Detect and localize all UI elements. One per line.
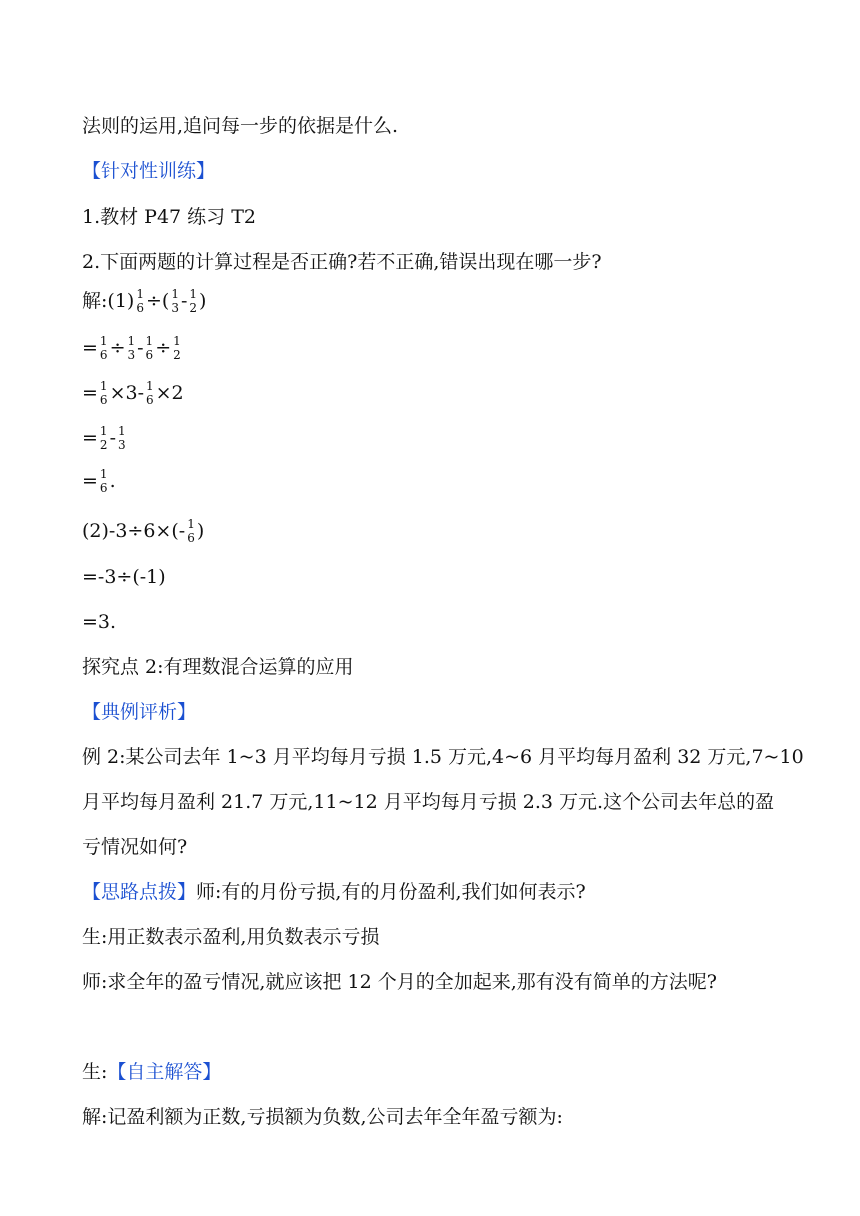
teacher-question-1: 师:有的月份亏损,有的月份盈利,我们如何表示?	[196, 881, 586, 903]
fraction-one-sixth: 1 6	[136, 287, 144, 315]
student-self-answer	[82, 1063, 221, 1082]
fraction-one-sixth: 1 6	[146, 379, 154, 407]
equals-sign: =	[82, 336, 98, 359]
solution-2-expression	[82, 518, 204, 546]
exercise-1: 1.教材 P47 练习 T2	[82, 206, 256, 228]
fraction-one-sixth: 1 6	[99, 379, 108, 407]
solution-2-step-1: =-3÷(-1)	[82, 566, 166, 588]
fraction-one-third: 1 3	[127, 334, 136, 362]
minus-sign: -	[137, 336, 144, 359]
solution-2-prefix: (2)-3÷6×(-	[82, 519, 186, 542]
minus-sign: -	[180, 289, 188, 312]
solution-prefix: 解:(1)	[82, 289, 135, 312]
solution-1-step-2	[82, 380, 184, 408]
example-2-line-1: 例 2:某公司去年 1~3 月平均每月亏损 1.5 万元,4~6 月平均每月盈利 32 万元,7~10	[82, 746, 804, 768]
close-paren: )	[196, 519, 205, 542]
solution-1-step-3	[82, 425, 128, 453]
equals-sign: =	[82, 381, 98, 404]
divide-sign: ÷	[109, 336, 126, 359]
times-two: ×2	[155, 381, 184, 404]
student-label: 生:	[82, 1061, 108, 1083]
times-three: ×3-	[109, 381, 144, 404]
student-answer-1: 生:用正数表示盈利,用负数表示亏损	[82, 926, 380, 948]
teacher-question-2: 师:求全年的盈亏情况,就应该把 12 个月的全加起来,那有没有简单的方法呢?	[82, 971, 717, 993]
equals-sign: =	[82, 426, 98, 449]
fraction-one-third: 1 3	[117, 424, 126, 452]
inquiry-point-2: 探究点 2:有理数混合运算的应用	[82, 656, 354, 678]
paragraph-rule-usage: 法则的运用,追问每一步的依据是什么.	[82, 115, 399, 137]
open-paren: (	[161, 289, 170, 312]
example-2-line-2: 月平均每月盈利 21.7 万元,11~12 月平均每月亏损 2.3 万元.这个公司去年总的盈	[82, 791, 775, 813]
solution-2-result: =3.	[82, 611, 117, 633]
fraction-one-third: 1 3	[171, 287, 179, 315]
minus-sign: -	[109, 426, 116, 449]
heading-thinking-hint: 【思路点拨】	[82, 881, 197, 903]
solution-1-step-1	[82, 335, 183, 363]
fraction-one-sixth: 1 6	[99, 334, 108, 362]
divide-sign: ÷	[145, 289, 162, 312]
heading-targeted-training: 【针对性训练】	[82, 160, 216, 182]
fraction-one-half: 1 2	[189, 287, 198, 315]
fraction-one-sixth: 1 6	[145, 334, 154, 362]
exercise-2-question: 2.下面两题的计算过程是否正确?若不正确,错误出现在哪一步?	[82, 251, 602, 273]
heading-example-analysis: 【典例评析】	[82, 701, 197, 723]
solution-statement: 解:记盈利额为正数,亏损额为负数,公司去年全年盈亏额为:	[82, 1106, 563, 1128]
heading-self-answer: 【自主解答】	[107, 1061, 222, 1083]
equals-sign: =	[82, 469, 98, 492]
close-paren: )	[199, 289, 207, 312]
example-2-line-3: 亏情况如何?	[82, 836, 188, 858]
thinking-hint	[82, 883, 586, 902]
solution-1-result	[82, 468, 116, 496]
fraction-one-half: 1 2	[173, 334, 181, 362]
solution-1-expression	[82, 288, 206, 316]
fraction-one-half: 1 2	[99, 424, 108, 452]
period: .	[109, 469, 116, 492]
divide-sign: ÷	[155, 336, 172, 359]
fraction-one-sixth: 1 6	[99, 467, 108, 495]
fraction-one-sixth: 1 6	[187, 517, 195, 545]
